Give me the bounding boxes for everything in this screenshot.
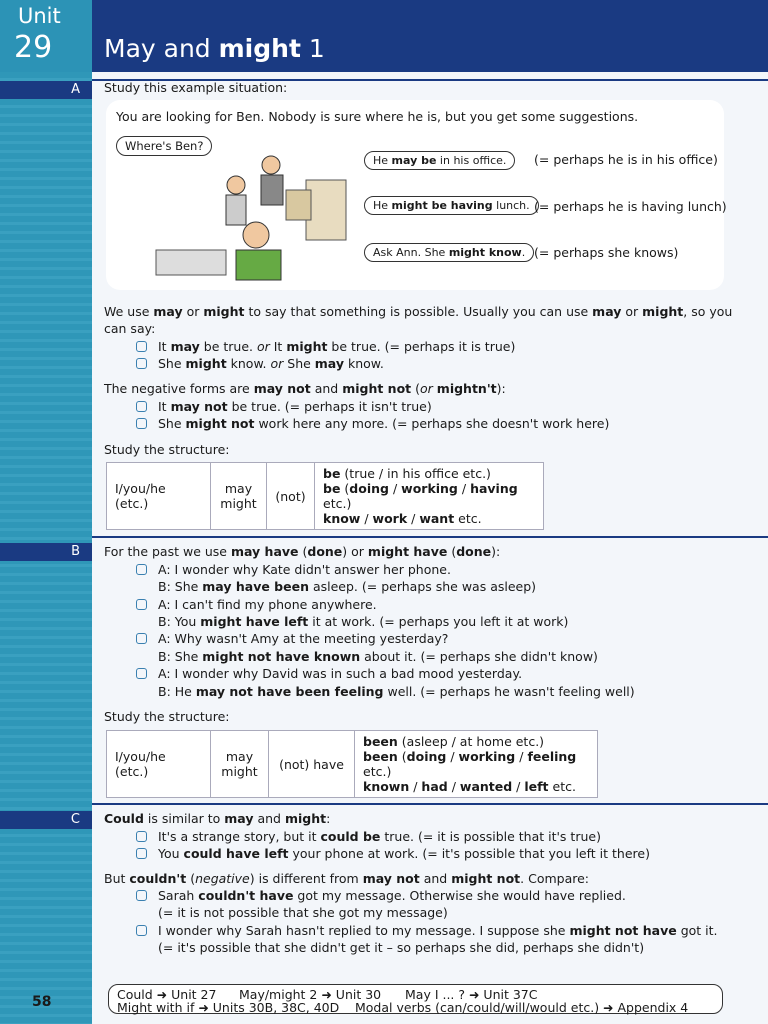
section-a-intro: Study this example situation: bbox=[104, 80, 288, 95]
question-bubble: Where's Ben? bbox=[116, 136, 212, 156]
example-scene bbox=[106, 100, 727, 290]
section-b-tab: B bbox=[0, 543, 92, 561]
section-c-tab: C bbox=[0, 811, 92, 829]
table-subject: I/you/he (etc.) bbox=[107, 731, 211, 798]
bullet bbox=[136, 633, 147, 644]
bullet bbox=[136, 401, 147, 412]
bullet bbox=[136, 831, 147, 842]
xref-link[interactable]: Modal verbs (can/could/will/would etc.) ➜ Appendix 4 bbox=[355, 1000, 689, 1015]
dialogue-line: B: You might have left it at work. (= perhaps you left it at work) bbox=[158, 614, 569, 629]
table-verbs: be (true / in his office etc.) be (doing / working / having etc.) know / work / want etc. bbox=[315, 463, 544, 530]
dialogue-line: A: Why wasn't Amy at the meeting yesterday? bbox=[158, 631, 449, 646]
suggestion-bubble-2: He might be having lunch. bbox=[364, 196, 539, 215]
structure-label-a: Study the structure: bbox=[104, 442, 230, 457]
gloss-1: (= perhaps he is in his office) bbox=[534, 152, 718, 167]
use-line-2: can say: bbox=[104, 321, 156, 336]
section-b-divider bbox=[92, 536, 768, 538]
dialogue-line: A: I wonder why Kate didn't answer her phone. bbox=[158, 562, 451, 577]
section-c-intro: Could is similar to may and might: bbox=[104, 811, 331, 826]
xref-link[interactable]: May/might 2 ➜ Unit 30 bbox=[239, 987, 382, 1002]
table-modal: may might bbox=[211, 463, 267, 530]
example-c3: Sarah couldn't have got my message. Otherwise she would have replied. bbox=[158, 888, 626, 903]
section-a-tab: A bbox=[0, 81, 92, 99]
bullet bbox=[136, 848, 147, 859]
xref-link[interactable]: Might with if ➜ Units 30B, 38C, 40D bbox=[117, 1000, 340, 1015]
bullet bbox=[136, 358, 147, 369]
xref-link[interactable]: May I ... ? ➜ Unit 37C bbox=[405, 987, 538, 1002]
table-negation: (not) bbox=[267, 463, 315, 530]
xref-link[interactable]: Could ➜ Unit 27 bbox=[117, 987, 217, 1002]
structure-label-b: Study the structure: bbox=[104, 709, 230, 724]
bullet bbox=[136, 890, 147, 901]
bullet bbox=[136, 599, 147, 610]
unit-number: 29 bbox=[14, 30, 53, 65]
example-c4: I wonder why Sarah hasn't replied to my message. I suppose she might not have got it. bbox=[158, 923, 718, 938]
couldnt-intro: But couldn't (negative) is different from may not and might not. Compare: bbox=[104, 871, 590, 886]
example-3: It may not be true. (= perhaps it isn't true) bbox=[158, 399, 432, 414]
bullet bbox=[136, 564, 147, 575]
situation-text: You are looking for Ben. Nobody is sure where he is, but you get some suggestions. bbox=[116, 109, 639, 124]
dialogue-line: B: He may not have been feeling well. (= perhaps he wasn't feeling well) bbox=[158, 684, 635, 699]
dialogue-line: B: She may have been asleep. (= perhaps she was asleep) bbox=[158, 579, 537, 594]
example-c4-gloss: (= it's possible that she didn't get it – so perhaps she did, perhaps she didn't) bbox=[158, 940, 645, 955]
example-c3-gloss: (= it is not possible that she got my message) bbox=[158, 905, 448, 920]
table-modal: may might bbox=[211, 731, 269, 798]
example-2: She might know. or She may know. bbox=[158, 356, 384, 371]
structure-table-b bbox=[106, 730, 598, 798]
table-negation: (not) have bbox=[269, 731, 355, 798]
negative-intro: The negative forms are may not and might not (or mightn't): bbox=[104, 381, 506, 396]
bullet bbox=[136, 668, 147, 679]
bullet bbox=[136, 925, 147, 936]
suggestion-bubble-1: He may be in his office. bbox=[364, 151, 515, 170]
page-number: 58 bbox=[32, 994, 52, 1010]
example-4: She might not work here any more. (= perhaps she doesn't work here) bbox=[158, 416, 610, 431]
page-title: May and might 1 bbox=[104, 34, 325, 63]
sidebar-stripe bbox=[0, 0, 92, 1024]
bullet bbox=[136, 418, 147, 429]
dialogue-line: B: She might not have known about it. (= perhaps she didn't know) bbox=[158, 649, 598, 664]
cross-reference-box bbox=[108, 984, 723, 1014]
example-c2: You could have left your phone at work. (= it's possible that you left it there) bbox=[158, 846, 650, 861]
bullet bbox=[136, 341, 147, 352]
gloss-3: (= perhaps she knows) bbox=[534, 245, 679, 260]
dialogue-line: A: I can't find my phone anywhere. bbox=[158, 597, 377, 612]
section-b-intro: For the past we use may have (done) or might have (done): bbox=[104, 544, 501, 559]
gloss-2: (= perhaps he is having lunch) bbox=[534, 199, 727, 214]
dialogue-line: A: I wonder why David was in such a bad mood yesterday. bbox=[158, 666, 523, 681]
suggestion-bubble-3: Ask Ann. She might know. bbox=[364, 243, 534, 262]
structure-table-a bbox=[106, 462, 544, 530]
table-verbs: been (asleep / at home etc.) been (doing / working / feeling etc.) known / had / wanted / left etc. bbox=[355, 731, 598, 798]
example-1: It may be true. or It might be true. (= perhaps it is true) bbox=[158, 339, 516, 354]
section-c-divider bbox=[92, 803, 768, 805]
example-c1: It's a strange story, but it could be true. (= it is possible that it's true) bbox=[158, 829, 601, 844]
use-line-1: We use may or might to say that something is possible. Usually you can use may or might, so you bbox=[104, 304, 733, 319]
table-subject: I/you/he (etc.) bbox=[107, 463, 211, 530]
unit-label: Unit bbox=[18, 4, 61, 28]
